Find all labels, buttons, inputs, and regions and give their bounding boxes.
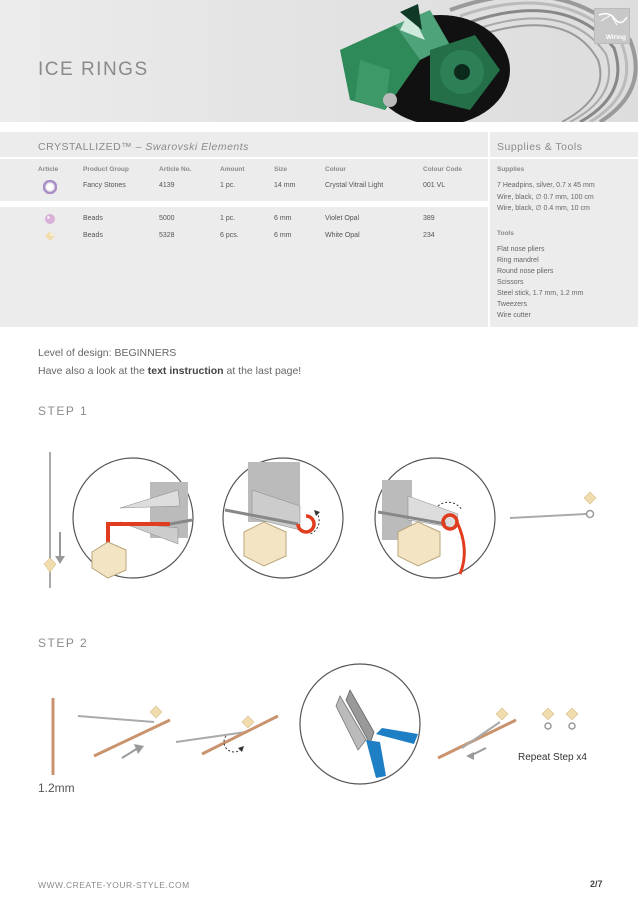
table-cell: 5000 — [159, 215, 175, 222]
column-header: Amount — [220, 166, 245, 173]
column-header: Colour Code — [423, 166, 462, 173]
text-instruction-link[interactable]: text instruction — [147, 365, 224, 377]
supplies-title: Supplies & Tools — [497, 141, 583, 153]
tool-item: Wire cutter — [497, 312, 531, 319]
arrow-icon — [466, 752, 474, 760]
table-cell: 234 — [423, 232, 435, 239]
stick-size-label: 1.2mm — [38, 781, 75, 795]
table-cell: Beads — [83, 215, 103, 222]
tool-item: Scissors — [497, 279, 524, 286]
table-cell: 4139 — [159, 182, 175, 189]
tool-item: Flat nose pliers — [497, 246, 545, 253]
table-cell: 6 mm — [274, 232, 292, 239]
table-cell: 6 pcs. — [220, 232, 239, 239]
design-level: Level of design: BEGINNERS — [38, 347, 177, 359]
tool-item: Tweezers — [497, 301, 527, 308]
footer-url[interactable]: WWW.CREATE-YOUR-STYLE.COM — [38, 880, 190, 890]
finished-headpin — [510, 514, 586, 518]
supplies-heading: Supplies — [497, 166, 525, 173]
table-cell: 6 mm — [274, 215, 292, 222]
fancy-stone-icon — [43, 180, 57, 194]
finished-bead — [566, 708, 578, 720]
repeat-label: Repeat Step x4 — [518, 752, 587, 763]
category-badge-label: Wiring — [605, 34, 626, 41]
supply-item: Wire, black, ∅ 0.4 mm, 10 cm — [497, 205, 590, 212]
table-cell: Violet Opal — [325, 215, 360, 222]
tool-item: Steel stick, 1.7 mm, 1.2 mm — [497, 290, 584, 297]
step-2-title: STEP 2 — [38, 636, 89, 650]
table-cell: 14 mm — [274, 182, 296, 189]
wire-icon — [595, 9, 629, 33]
supply-item: 7 Headpins, silver, 0.7 x 45 mm — [497, 182, 595, 189]
table-cell: 389 — [423, 215, 435, 222]
table-cell: Crystal Vitrail Light — [325, 182, 384, 189]
tool-item: Ring mandrel — [497, 257, 539, 264]
step-1-title: STEP 1 — [38, 404, 89, 418]
category-badge — [594, 8, 630, 44]
table-cell: 5328 — [159, 232, 175, 239]
tool-item: Round nose pliers — [497, 268, 554, 275]
materials-title: CRYSTALLIZED™ – Swarovski Elements — [38, 141, 249, 153]
row-divider — [0, 201, 488, 207]
table-cell: 1 pc. — [220, 182, 236, 189]
step-2-illustration — [30, 660, 610, 785]
supply-item: Wire, black, ∅ 0.7 mm, 100 cm — [497, 194, 594, 201]
bead-icon — [44, 558, 56, 572]
wire-cutter-detail — [300, 664, 420, 784]
column-header: Colour — [325, 166, 346, 173]
table-cell: 1 pc. — [220, 215, 236, 222]
ring-photo — [300, 0, 638, 122]
header-banner — [0, 0, 638, 122]
column-header: Size — [274, 166, 288, 173]
step-1-illustration — [30, 440, 620, 600]
materials-panel — [0, 132, 488, 327]
text-instruction-hint: Have also a look at the text instruction at the last page! — [38, 365, 302, 377]
arrow-down-icon — [55, 556, 65, 564]
table-cell: White Opal — [325, 232, 360, 239]
bicone-bead-icon — [44, 230, 56, 242]
step-1-detail-1 — [73, 458, 193, 578]
page-number: 2/7 — [590, 879, 603, 889]
materials-section — [0, 132, 638, 327]
tools-heading: Tools — [497, 230, 514, 237]
step-1-detail-2 — [223, 458, 343, 578]
column-header: Article No. — [159, 166, 192, 173]
bead-icon — [44, 213, 56, 225]
table-cell: 001 VL — [423, 182, 446, 189]
page-title: ICE RINGS — [38, 59, 149, 80]
step-1-detail-3 — [375, 458, 495, 578]
table-cell: Beads — [83, 232, 103, 239]
column-header: Product Group — [83, 166, 129, 173]
finished-bead — [542, 708, 554, 720]
column-header: Article — [38, 166, 59, 173]
divider — [0, 157, 638, 159]
table-cell: Fancy Stones — [83, 182, 126, 189]
